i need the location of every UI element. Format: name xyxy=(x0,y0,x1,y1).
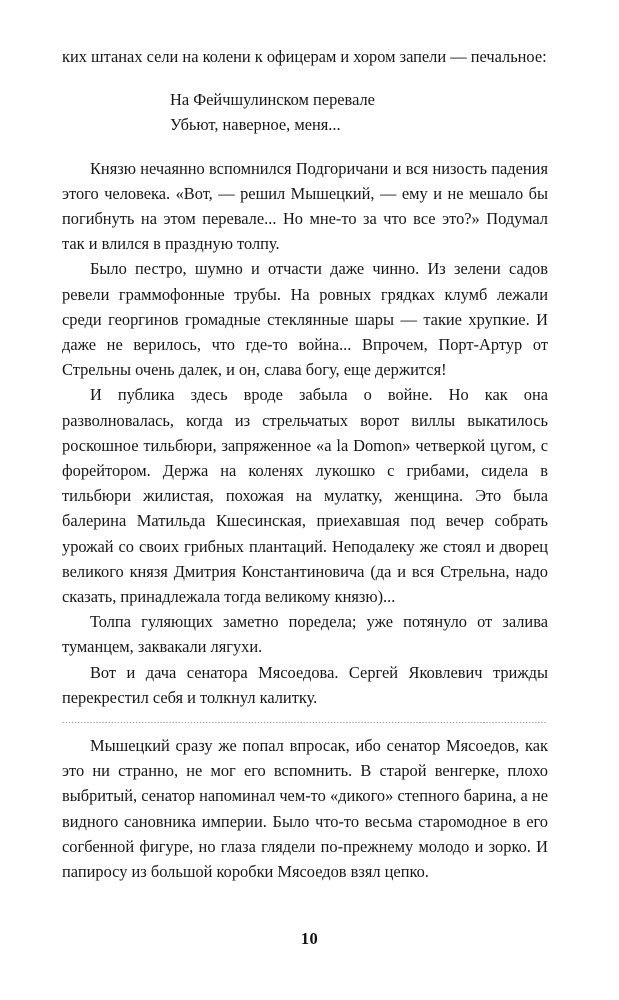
paragraph-continued-song: ких штанах сели на колени к офицерам и хором запели — печальное: xyxy=(62,47,547,66)
paragraph-knyazyu: Князю нечаянно вспомнился Подгоричани и вся низость падения этого человека. «Вот, — решил Мышецкий, — ему и не мешало бы погибнуть на этом перевале... Но мне-то за что все это?» Подумал так и влился в праздную толпу. xyxy=(62,158,548,254)
paragraph-bylo-pestro: Было пестро, шумно и отчасти даже чинно. Из зелени садов ревели граммофонные трубы. На ровных грядках клумб лежали среди георгинов громадные стеклянные шары — такие хрупкие. И даже не верилось, что где-то война... Впрочем, Порт-Артур от Стрельны очень далек, и он, слава богу, еще держится! xyxy=(62,259,548,380)
verse-block xyxy=(62,69,548,155)
paragraph-myshetsky: Мышецкий сразу же попал впросак, ибо сенатор Мясоедов, как это ни странно, не мог его вспомнить. В старой венгерке, плохо выбритый, сенатор напоминал чем-то «дикого» степного барина, а не видного сановника империи. Было что-то весьма старомодное в его согбенной фигуре, но глаза глядели по-прежнему молодо и зорко. И папиросу из большой коробки Мясоедов взял цепко. xyxy=(62,736,548,882)
paragraph-dacha: Вот и дача сенатора Мясоедова. Сергей Яковлевич трижды перекрестил себя и толкнул калитку. xyxy=(62,662,548,707)
scene-divider xyxy=(62,721,546,724)
paragraph-publika: И публика здесь вроде забыла о войне. Но как она разволновалась, когда из стрельчатых ворот виллы выкатилось роскошное тильбюри, запряженное «a la Domon» четверкой цугом, с форейтором. Держа на коленях лукошко с грибами, сидела в тильбюри жилистая, похожая на мулатку, женщина. Это была балерина Матильда Кшесинская, приехавшая под вечер собрать урожай со своих грибных плантаций. Неподалеку же стоял и дворец великого князя Дмитрия Константиновича (да и вся Стрельна, надо сказать, принадлежала тогда великому князю)... xyxy=(62,385,548,607)
paragraph-tolpa: Толпа гуляющих заметно поредела; уже потянуло от залива туманцем, заквакали лягухи. xyxy=(62,612,548,657)
page-number: 10 xyxy=(300,929,319,948)
verse-line-1: На Фейчшулинском перевале xyxy=(170,90,375,110)
page-text-block xyxy=(62,44,548,884)
verse-line-2: Убьют, наверное, меня... xyxy=(170,115,341,135)
